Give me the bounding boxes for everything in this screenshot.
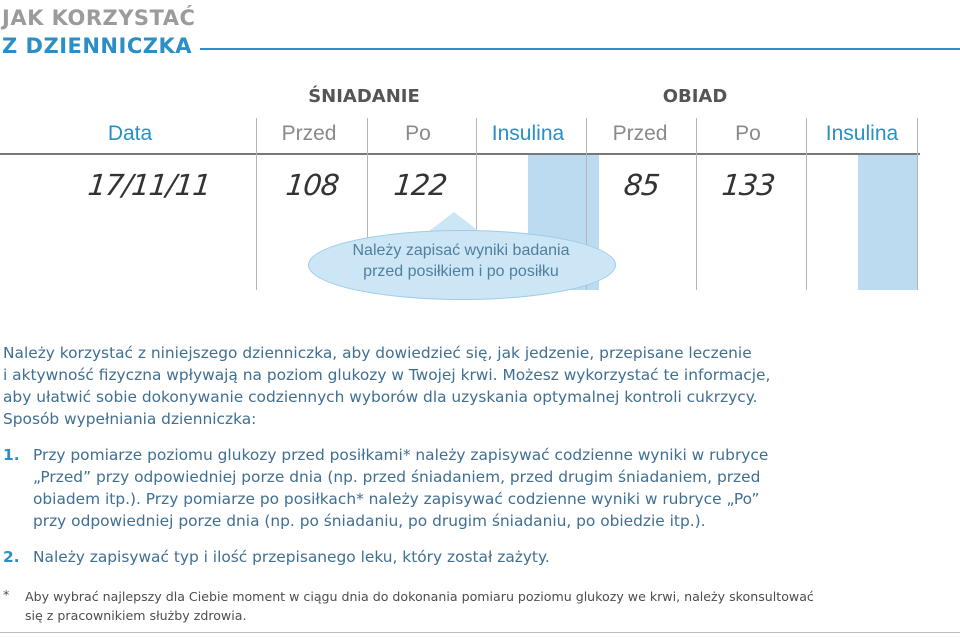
footnote-line: się z pracownikiem służby zdrowia.	[25, 608, 247, 623]
callout-line-2: przed posiłkiem i po posiłku	[363, 263, 559, 280]
callout-line-1: Należy zapisać wyniki badania	[352, 242, 570, 259]
column-breakfast-before: Przed	[281, 122, 337, 145]
title-line-1: JAK KORZYSTAĆ	[2, 6, 196, 30]
column-lunch-after: Po	[735, 122, 761, 145]
title-divider	[200, 48, 960, 50]
column-divider	[696, 118, 697, 290]
intro-line: Należy korzystać z niniejszego dzienniczka, aby dowiedzieć się, jak jedzenie, przepisane leczenie	[3, 344, 752, 362]
entry-lunch-after: 133	[720, 168, 777, 202]
column-date: Data	[107, 122, 153, 145]
step-line: „Przed” przy odpowiedniej porze dnia (np. przed śniadaniem, przed drugim śniadaniem, przed	[33, 468, 761, 486]
table-header-rule	[0, 153, 920, 155]
step-number: 2.	[3, 548, 20, 566]
step-2	[3, 546, 550, 568]
column-divider	[256, 118, 257, 290]
column-divider	[806, 118, 807, 290]
intro-paragraph	[3, 342, 770, 430]
step-number: 1.	[3, 446, 20, 464]
intro-line: aby ułatwić sobie dokonywanie codziennych wyborów dla uzyskania optymalnej kontroli cukrzycy.	[3, 388, 758, 406]
column-lunch-before: Przed	[612, 122, 668, 145]
intro-line: Sposób wypełniania dzienniczka:	[3, 410, 257, 428]
title-line-2: Z DZIENNICZKA	[2, 34, 192, 58]
step-line: Przy pomiarze poziomu glukozy przed posiłkami* należy zapisywać codzienne wyniki w rubryce	[33, 446, 769, 464]
column-divider	[917, 118, 918, 290]
footnote-line: Aby wybrać najlepszy dla Ciebie moment w ciągu dnia do dokonania pomiaru poziomu glukozy we krwi, należy skonsultować	[25, 589, 814, 604]
step-text	[33, 444, 921, 532]
lunch-insulin-column-shade	[858, 155, 917, 290]
bottom-divider	[0, 632, 960, 633]
step-line: przy odpowiedniej porze dnia (np. po śniadaniu, po drugim śniadaniu, po obiedzie itp.).	[33, 512, 706, 530]
entry-breakfast-after: 122	[392, 168, 449, 202]
column-breakfast-insulin: Insulina	[491, 122, 565, 145]
intro-line: i aktywność fizyczna wpływają na poziom glukozy w Twojej krwi. Możesz wykorzystać te informacje,	[3, 366, 771, 384]
footnote-text	[25, 587, 925, 625]
column-breakfast-after: Po	[405, 122, 431, 145]
entry-breakfast-before: 108	[284, 168, 341, 202]
page-title	[2, 4, 195, 60]
entry-lunch-before: 85	[622, 168, 661, 202]
step-text	[33, 546, 921, 568]
callout-text	[308, 240, 614, 282]
group-lunch: OBIAD	[662, 86, 728, 107]
entry-date: 17/11/11	[86, 168, 213, 202]
column-lunch-insulin: Insulina	[825, 122, 899, 145]
group-breakfast: ŚNIADANIE	[308, 86, 420, 107]
step-1	[3, 444, 769, 530]
step-line: Należy zapisywać typ i ilość przepisanego leku, który został zażyty.	[33, 548, 550, 566]
footnote-marker: *	[3, 587, 10, 602]
step-line: obiadem itp.). Przy pomiarze po posiłkach* należy zapisywać codzienne wyniki w rubryce „Po”	[33, 490, 760, 508]
